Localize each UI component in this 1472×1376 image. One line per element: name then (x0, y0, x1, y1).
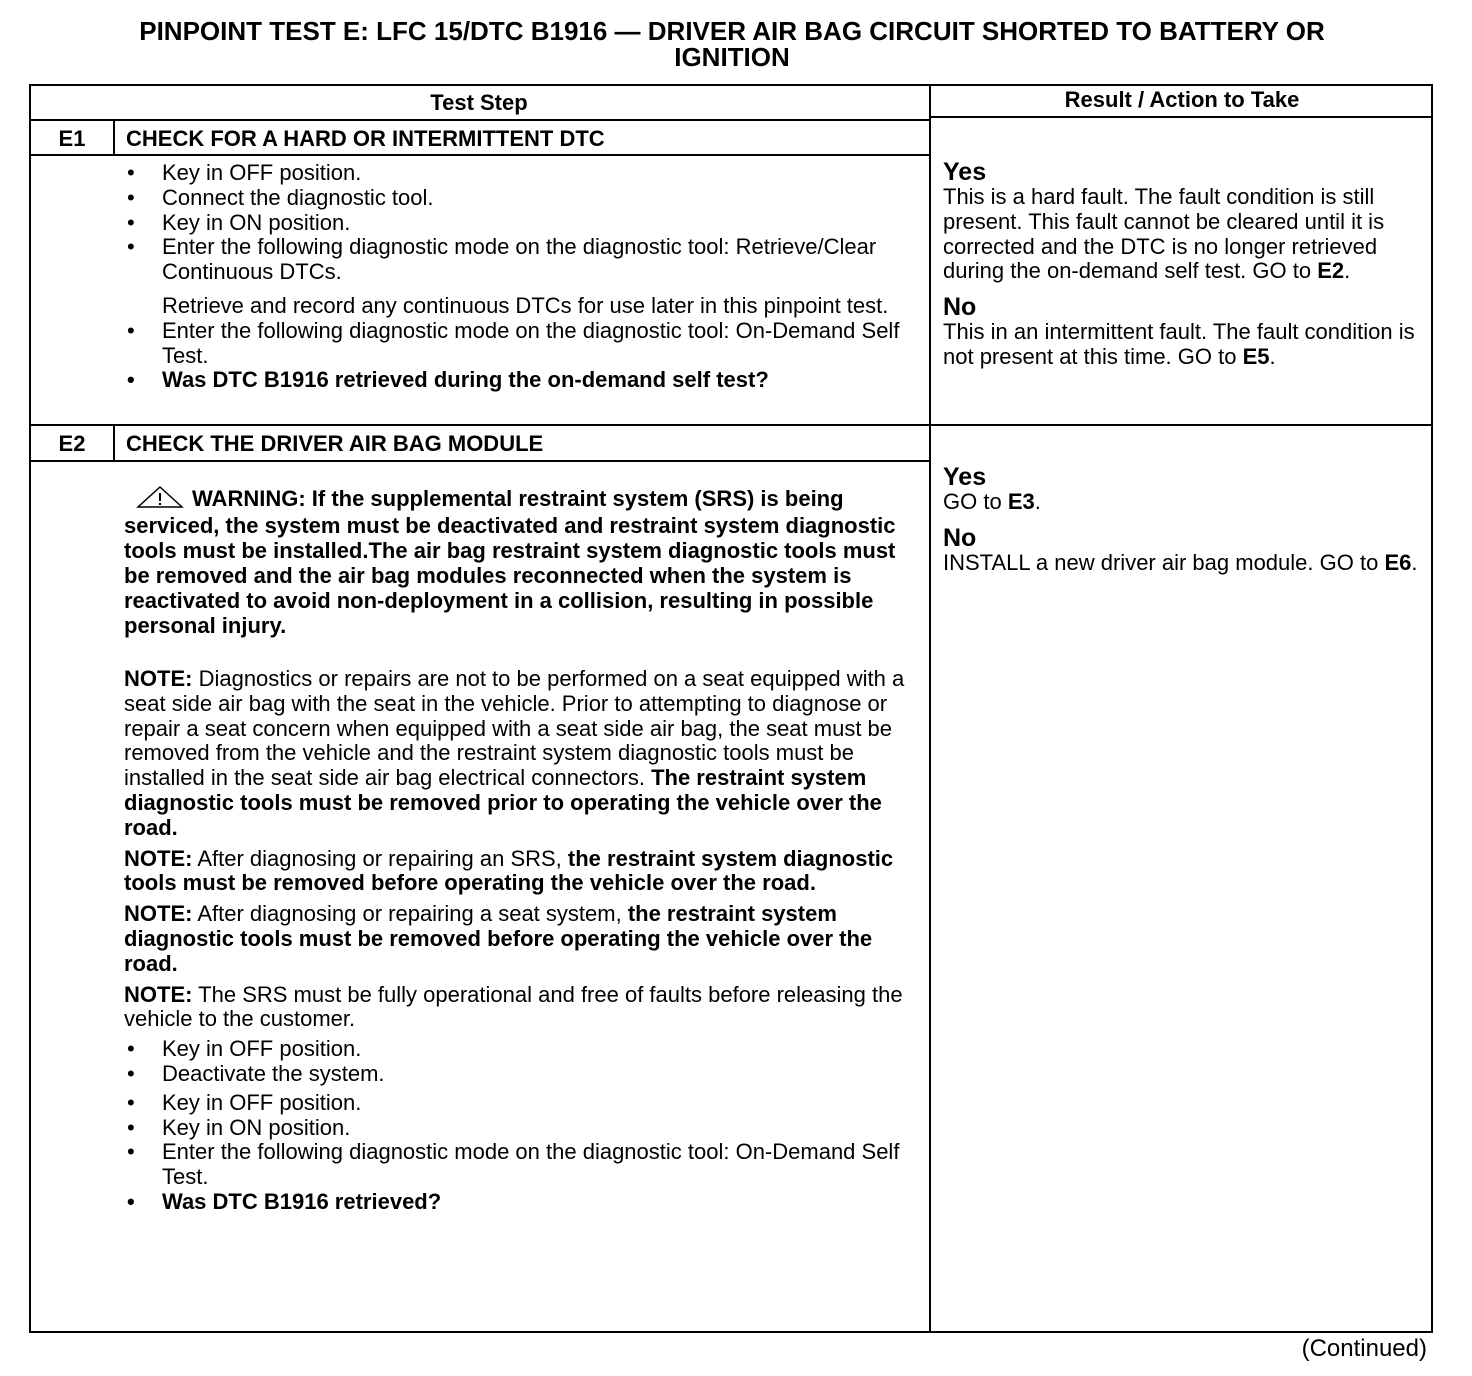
note-1 (124, 667, 914, 841)
e1-record-instruction: Retrieve and record any continuous DTCs for use later in this pinpoint test. (162, 292, 889, 318)
list-item: • Key in OFF position. (124, 161, 914, 186)
list-item: • Connect the diagnostic tool. (124, 186, 914, 211)
e2-no-text: INSTALL a new driver air bag module. GO to (943, 549, 1379, 575)
header-rule-right (929, 116, 1433, 118)
title-line-1: PINPOINT TEST E: LFC 15/DTC B1916 — DRIVER AIR BAG CIRCUIT SHORTED TO BATTERY OR (139, 16, 1325, 46)
e1-yes-goto: E2 (1317, 258, 1345, 284)
e2-yes-text: GO to (943, 489, 1002, 514)
note-text: Diagnostics or repairs are not to be performed on a seat equipped with a seat side air bag with the seat in the vehicle. Prior to attempting to diagnose or repair a seat concern when equipped with a seat side air bag, the seat must be removed from the vehicle and the restraint system diagnostic tools must be installed in the seat side air bag electrical connectors. (124, 666, 905, 791)
e2-yes-action: GO to E3. (943, 489, 1041, 514)
e1-action-list-2 (124, 319, 914, 393)
warning-text: WARNING: If the supplemental restraint system (SRS) is being serviced, the system must be deactivated and restraint system diagnostic tools must be installed.The air bag restraint system diagnostic tools must be removed and the air bag modules reconnected when the system is reactivated to avoid non-deployment in a collision, resulting in possible personal injury. (124, 486, 896, 638)
note-label: NOTE: (124, 666, 193, 691)
row-divider (29, 424, 1433, 426)
step-title-e2: CHECK THE DRIVER AIR BAG MODULE (126, 431, 544, 456)
e2-title-rule (29, 460, 931, 462)
step-body-e1 (124, 161, 914, 393)
e2-no-label: No (943, 523, 977, 552)
list-item: • Key in OFF position. (124, 1037, 914, 1062)
e2-action-list-2 (124, 1091, 914, 1215)
step-id-e1: E1 (58, 126, 86, 151)
e1-no-text: This in an intermittent fault. The fault condition is not present at this time. GO to (943, 319, 1415, 369)
note-emphasis: the restraint system diagnostic tools must be removed before operating the vehicle over the road. (124, 845, 894, 896)
warning-icon (136, 486, 184, 513)
list-item: • Key in ON position. (124, 211, 914, 236)
e1-no-action: This in an intermittent fault. The fault condition is not present at this time. GO to E5. (943, 319, 1415, 369)
list-item: • Enter the following diagnostic mode on the diagnostic tool: On-Demand Self Test. (124, 319, 914, 369)
e1-no-label: No (943, 293, 977, 322)
warning-block (124, 486, 914, 638)
e1-yes-label: Yes (943, 158, 987, 186)
e1-no-goto: E5 (1242, 343, 1270, 369)
note-3 (124, 902, 914, 976)
column-header-test-step: Test Step (430, 90, 528, 115)
result-e2 (943, 465, 1431, 576)
column-divider (929, 84, 931, 1333)
e2-yes-label: Yes (943, 463, 987, 491)
continued-label: (Continued) (1301, 1335, 1427, 1362)
e1-yes-action: This is a hard fault. The fault condition is still present. This fault cannot be cleared until it is corrected and the DTC is no longer retrieved during the on-demand self test. GO to E2. (943, 184, 1385, 284)
note-emphasis: the restraint system diagnostic tools must be removed before operating the vehicle over the road. (124, 901, 873, 976)
e2-no-goto: E6 (1384, 549, 1412, 575)
note-label: NOTE: (124, 845, 193, 871)
note-text: The SRS must be fully operational and free of faults before releasing the vehicle to the customer. (124, 981, 903, 1032)
list-item: • Key in OFF position. (124, 1091, 914, 1116)
e1-id-divider (113, 119, 115, 156)
e1-question: • Was DTC B1916 retrieved during the on-demand self test? (124, 368, 914, 393)
list-item: • Enter the following diagnostic mode on the diagnostic tool: On-Demand Self Test. (124, 1140, 914, 1190)
result-e1 (943, 160, 1431, 370)
title-line-2: IGNITION (674, 42, 790, 72)
note-label: NOTE: (124, 981, 193, 1007)
e2-action-list (124, 1037, 914, 1087)
step-id-e2: E2 (58, 431, 86, 456)
column-header-result: Result / Action to Take (1064, 87, 1300, 112)
note-2 (124, 847, 914, 897)
note-4 (124, 983, 914, 1033)
e2-question: • Was DTC B1916 retrieved? (124, 1190, 914, 1215)
e1-title-rule (29, 154, 931, 156)
list-item: • Key in ON position. (124, 1116, 914, 1141)
list-item: • Enter the following diagnostic mode on the diagnostic tool: Retrieve/Clear Continuous DTCs. (124, 235, 914, 285)
note-label: NOTE: (124, 901, 193, 927)
e2-no-action: INSTALL a new driver air bag module. GO to E6. (943, 549, 1418, 575)
note-text: After diagnosing or repairing an SRS, (197, 845, 562, 871)
step-title-e1: CHECK FOR A HARD OR INTERMITTENT DTC (126, 126, 605, 151)
e1-action-list (124, 161, 914, 285)
e1-yes-text: This is a hard fault. The fault condition is still present. This fault cannot be cleared until it is corrected and the DTC is no longer retrieved during the on-demand self test. GO to (943, 184, 1385, 284)
list-item: • Deactivate the system. (124, 1062, 914, 1087)
header-rule-left (29, 119, 931, 121)
page-title (30, 18, 1434, 70)
e2-yes-goto: E3 (1007, 489, 1035, 514)
step-body-e2 (124, 486, 914, 1215)
e2-id-divider (113, 424, 115, 462)
note-text: After diagnosing or repairing a seat system, (197, 901, 622, 927)
note-emphasis: The restraint system diagnostic tools must be removed prior to operating the vehicle over the road. (124, 765, 882, 840)
